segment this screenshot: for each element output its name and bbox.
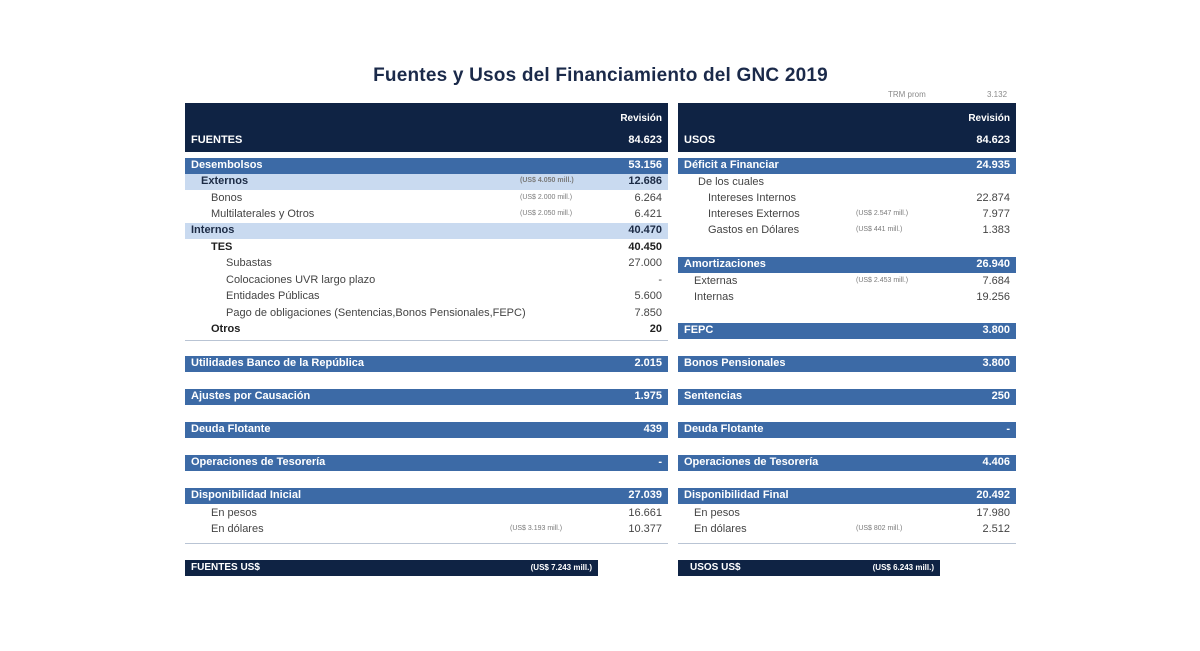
row-value: 27.039 bbox=[628, 489, 662, 501]
row-label: Ajustes por Causación bbox=[191, 390, 311, 402]
row-value: 2.015 bbox=[634, 357, 662, 369]
row-label: En dólares bbox=[211, 523, 264, 535]
usos-usd-label: USOS US$ bbox=[690, 562, 741, 573]
trm-value: 3.132 bbox=[987, 90, 1008, 99]
fuentes-row-desembolsos bbox=[185, 158, 668, 174]
row-label: Déficit a Financiar bbox=[684, 159, 779, 171]
fuentes-row-tes bbox=[185, 240, 668, 256]
row-note: (US$ 2.547 mill.) bbox=[856, 210, 909, 217]
row-value: 1.383 bbox=[982, 224, 1010, 236]
usos-column-header: Revisión bbox=[968, 113, 1010, 124]
row-value: - bbox=[658, 274, 662, 286]
usos-row-intereses-externos bbox=[678, 207, 1016, 223]
fuentes-header-label: FUENTES bbox=[191, 134, 243, 146]
usos-row-deuda-flotante bbox=[678, 422, 1016, 438]
trm-label: TRM prom bbox=[888, 90, 926, 99]
row-value: 2.512 bbox=[982, 523, 1010, 535]
usos-row-disponibilidad-final bbox=[678, 488, 1016, 504]
fuentes-usd-value: (US$ 7.243 mill.) bbox=[530, 563, 592, 572]
row-value: 3.800 bbox=[982, 357, 1010, 369]
usos-row-fepc bbox=[678, 323, 1016, 339]
fuentes-usd-bar bbox=[185, 560, 598, 576]
usos-row-intereses-internos bbox=[678, 191, 1016, 207]
row-label: Operaciones de Tesorería bbox=[191, 456, 326, 468]
usos-row-sentencias bbox=[678, 389, 1016, 405]
row-label: En dólares bbox=[694, 523, 747, 535]
row-value: 26.940 bbox=[976, 258, 1010, 270]
row-value: 53.156 bbox=[628, 159, 662, 171]
row-label: FEPC bbox=[684, 324, 714, 336]
usos-panel bbox=[678, 103, 1016, 545]
row-note: (US$ 2.453 mill.) bbox=[856, 277, 909, 284]
row-label: Subastas bbox=[226, 257, 272, 269]
row-value: 40.450 bbox=[628, 241, 662, 253]
row-label: Deuda Flotante bbox=[191, 423, 271, 435]
usos-row-externas bbox=[678, 274, 1016, 290]
row-value: - bbox=[1006, 423, 1010, 435]
row-value: 16.661 bbox=[628, 507, 662, 519]
row-value: 5.600 bbox=[634, 290, 662, 302]
row-label: Pago de obligaciones (Sentencias,Bonos Pensionales,FEPC) bbox=[226, 307, 526, 319]
row-label: Colocaciones UVR largo plazo bbox=[226, 274, 376, 286]
fuentes-row-en-pesos bbox=[185, 506, 668, 522]
usos-row-internas bbox=[678, 290, 1016, 306]
usos-usd-value: (US$ 6.243 mill.) bbox=[872, 563, 934, 572]
usos-header-label: USOS bbox=[684, 134, 716, 146]
row-label: Entidades Públicas bbox=[226, 290, 320, 302]
row-value: 17.980 bbox=[976, 507, 1010, 519]
row-value: 20.492 bbox=[976, 489, 1010, 501]
row-label: Otros bbox=[211, 323, 241, 335]
fuentes-row-otros bbox=[185, 322, 668, 338]
row-value: 7.684 bbox=[982, 275, 1010, 287]
row-value: 12.686 bbox=[628, 175, 662, 187]
fuentes-row-disponibilidad-inicial bbox=[185, 488, 668, 504]
row-value: 6.264 bbox=[634, 192, 662, 204]
row-note: (US$ 802 mill.) bbox=[856, 525, 903, 532]
row-label: Deuda Flotante bbox=[684, 423, 764, 435]
row-label: Externos bbox=[201, 175, 249, 187]
fuentes-row-pago-obligaciones bbox=[185, 306, 668, 322]
row-label: Sentencias bbox=[684, 390, 743, 402]
fuentes-row-externos bbox=[185, 174, 668, 190]
usos-row-bonos-pensionales bbox=[678, 356, 1016, 372]
row-value: 27.000 bbox=[628, 257, 662, 269]
row-value: 40.470 bbox=[628, 224, 662, 236]
row-label: Multilaterales y Otros bbox=[211, 208, 315, 220]
divider bbox=[678, 543, 1016, 544]
usos-row-gastos-dolares bbox=[678, 223, 1016, 239]
row-note: (US$ 2.050 mill.) bbox=[520, 210, 573, 217]
row-label: Amortizaciones bbox=[684, 258, 766, 270]
row-note: (US$ 2.000 mill.) bbox=[520, 194, 573, 201]
row-label: Externas bbox=[694, 275, 738, 287]
row-label: Desembolsos bbox=[191, 159, 263, 171]
row-value: 10.377 bbox=[628, 523, 662, 535]
row-value: 19.256 bbox=[976, 291, 1010, 303]
row-value: 20 bbox=[649, 323, 662, 335]
usos-row-en-pesos bbox=[678, 506, 1016, 522]
usos-row-operaciones bbox=[678, 455, 1016, 471]
row-label: Disponibilidad Final bbox=[684, 489, 789, 501]
row-value: 7.977 bbox=[982, 208, 1010, 220]
row-note: (US$ 3.193 mill.) bbox=[510, 525, 563, 532]
row-label: Internas bbox=[694, 291, 734, 303]
divider bbox=[185, 340, 668, 341]
row-value: 3.800 bbox=[982, 324, 1010, 336]
row-value: 439 bbox=[643, 423, 662, 435]
usos-row-amortizaciones bbox=[678, 257, 1016, 273]
fuentes-header-total: 84.623 bbox=[628, 134, 662, 146]
row-label: Intereses Externos bbox=[708, 208, 800, 220]
fuentes-row-deuda-flotante bbox=[185, 422, 668, 438]
row-value: - bbox=[658, 456, 662, 468]
fuentes-usd-label: FUENTES US$ bbox=[191, 562, 260, 573]
row-label: Bonos Pensionales bbox=[684, 357, 786, 369]
row-label: De los cuales bbox=[698, 176, 765, 188]
fuentes-row-ajustes bbox=[185, 389, 668, 405]
row-value: 24.935 bbox=[976, 159, 1010, 171]
row-label: Internos bbox=[191, 224, 235, 236]
fuentes-row-en-dolares bbox=[185, 522, 668, 538]
fuentes-row-entidades bbox=[185, 289, 668, 305]
fuentes-row-colocaciones bbox=[185, 273, 668, 289]
row-label: En pesos bbox=[694, 507, 740, 519]
row-label: Intereses Internos bbox=[708, 192, 797, 204]
row-label: TES bbox=[211, 241, 233, 253]
usos-header-total: 84.623 bbox=[976, 134, 1010, 146]
row-value: 6.421 bbox=[634, 208, 662, 220]
row-label: En pesos bbox=[211, 507, 257, 519]
fuentes-row-utilidades bbox=[185, 356, 668, 372]
sheet-title: Fuentes y Usos del Financiamiento del GNC 2019 bbox=[373, 65, 828, 86]
row-value: 4.406 bbox=[982, 456, 1010, 468]
fuentes-row-multilaterales bbox=[185, 207, 668, 223]
row-label: Disponibilidad Inicial bbox=[191, 489, 302, 501]
row-note: (US$ 4.050 mill.) bbox=[520, 177, 574, 184]
usos-usd-bar bbox=[678, 560, 940, 576]
financing-sheet bbox=[185, 63, 1016, 583]
row-label: Bonos bbox=[211, 192, 243, 204]
row-value: 1.975 bbox=[634, 390, 662, 402]
fuentes-row-internos bbox=[185, 223, 668, 239]
fuentes-row-operaciones bbox=[185, 455, 668, 471]
usos-header bbox=[678, 103, 1016, 152]
row-label: Operaciones de Tesorería bbox=[684, 456, 819, 468]
fuentes-row-subastas bbox=[185, 256, 668, 272]
row-note: (US$ 441 mill.) bbox=[856, 226, 903, 233]
fuentes-header bbox=[185, 103, 668, 152]
usos-row-deficit bbox=[678, 158, 1016, 174]
usos-row-en-dolares bbox=[678, 522, 1016, 538]
fuentes-row-bonos bbox=[185, 191, 668, 207]
row-label: Utilidades Banco de la República bbox=[191, 357, 364, 369]
usos-row-de-los-cuales bbox=[678, 175, 1016, 191]
fuentes-column-header: Revisión bbox=[620, 113, 662, 124]
row-value: 7.850 bbox=[634, 307, 662, 319]
row-label: Gastos en Dólares bbox=[708, 224, 800, 236]
row-value: 22.874 bbox=[976, 192, 1010, 204]
fuentes-panel bbox=[185, 103, 668, 545]
divider bbox=[185, 543, 668, 544]
row-value: 250 bbox=[991, 390, 1010, 402]
